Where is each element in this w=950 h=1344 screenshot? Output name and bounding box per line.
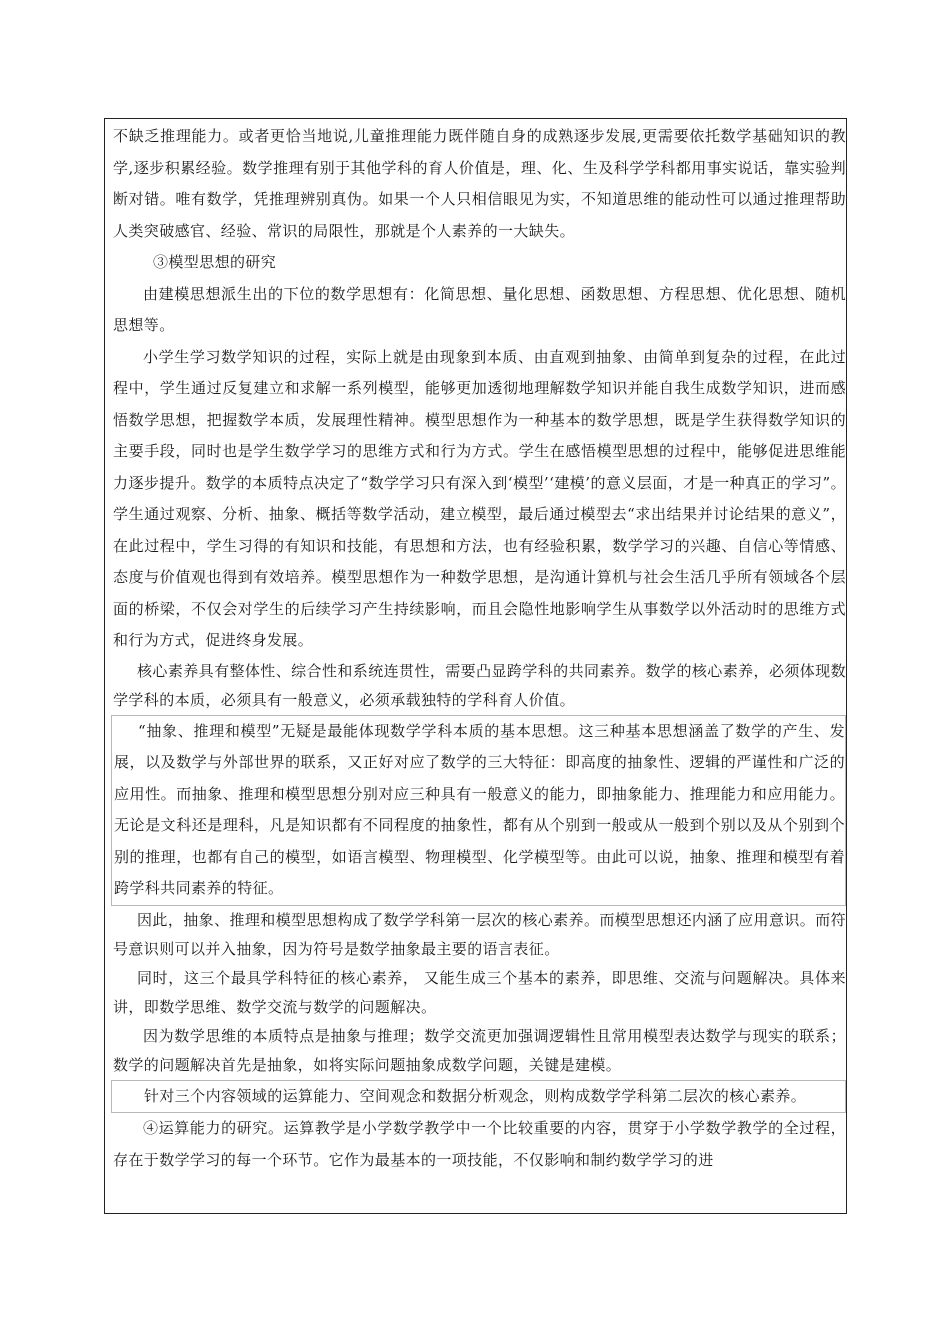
document-frame [104,118,847,1214]
paragraph-abstraction-reasoning-model: “抽象、推理和模型”无疑是最能体现数学学科本质的基本思想。这三种基本思想涵盖了数学的产生、发展，以及数学与外部世界的联系，又正好对应了数学的三大特征：即高度的抽象性、逻辑的严谨性和广泛的应用性。而抽象、推理和模型思想分别对应三种具有一般意义的能力，即抽象能力、推理能力和应用能力。无论是文科还是理科，凡是知识都有不同程度的抽象性，都有从个别到一般或从一般到个别以及从个别到个别的推理，也都有自己的模型，如语言模型、物理模型、化学模型等。由此可以说，抽象、推理和模型有着跨学科共同素养的特征。 [114,721,845,897]
paragraph-operation-ability: ④运算能力的研究。运算教学是小学数学教学中一个比较重要的内容，贯穿于小学数学教学的全过程，存在于数学学习的每一个环节。它作为最基本的一项技能，不仅影响和制约数学学习的进 [113,1119,846,1169]
paragraph-model-derived-ideas: 由建模思想派生出的下位的数学思想有：化简思想、量化思想、函数思想、方程思想、优化思想、随机思想等。 [113,284,846,334]
document-body [113,121,846,1176]
paragraph-three-basic-literacies: 同时，这三个最具学科特征的核心素养， 又能生成三个基本的素养，即思维、交流与问题解决。具体来讲，即数学思维、数学交流与数学的问题解决。 [113,968,846,1016]
section-heading-model-thinking: ③模型思想的研究 [153,253,277,271]
paragraph-core-literacy: 核心素养具有整体性、综合性和系统连贯性，需要凸显跨学科的共同素养。数学的核心素养，必须体现数学学科的本质，必须具有一般意义，必须承载独特的学科育人价值。 [113,661,846,709]
paragraph-thinking-essence: 因为数学思维的本质特点是抽象与推理；数学交流更加强调逻辑性且常用模型表达数学与现实的联系；数学的问题解决首先是抽象，如将实际问题抽象成数学问题，关键是建模。 [113,1026,846,1074]
paragraph-model-learning-process: 小学生学习数学知识的过程，实际上就是由现象到本质、由直观到抽象、由简单到复杂的过程，在此过程中，学生通过反复建立和求解一系列模型，能够更加透彻地理解数学知识并能自我生成数学知识，进而感悟数学思想，把握数学本质，发展理性精神。模型思想作为一种基本的数学思想，既是学生获得数学知识的主要手段，同时也是学生数学学习的思维方式和行为方式。学生在感悟模型思想的过程中，能够促进思维能力逐步提升。数学的本质特点决定了“数学学习只有深入到‘模型’‘建模’的意义层面，才是一种真正的学习”。学生通过观察、分析、抽象、概括等数学活动，建立模型，最后通过模型去“求出结果并讨论结果的意义”，在此过程中，学生习得的有知识和技能，有思想和方法，也有经验积累，数学学习的兴趣、自信心等情感、态度与价值观也得到有效培养。模型思想作为一种数学思想，是沟通计算机与社会生活几乎所有领域各个层面的桥梁，不仅会对学生的后续学习产生持续影响，而且会隐性地影响学生从事数学以外活动时的思维方式和行为方式，促进终身发展。 [113,347,846,649]
paragraph-first-level-literacy: 因此，抽象、推理和模型思想构成了数学学科第一层次的核心素养。而模型思想还内涵了应用意识。而符号意识则可以并入抽象，因为符号是数学抽象最主要的语言表征。 [113,910,846,958]
paragraph-second-level-literacy: 针对三个内容领域的运算能力、空间观念和数据分析观念，则构成数学学科第二层次的核心素养。 [144,1086,807,1105]
highlight-box-second-level [111,1080,846,1114]
paragraph-reasoning-conclusion: 不缺乏推理能力。或者更恰当地说,儿童推理能力既伴随自身的成熟逐步发展,更需要依托数学基础知识的教学,逐步积累经验。数学推理有别于其他学科的育人价值是，理、化、生及科学学科都用事实说话，靠实验判断对错。唯有数学，凭推理辨别真伪。如果一个人只相信眼见为实，不知道思维的能动性可以通过推理帮助人类突破感官、经验、常识的局限性，那就是个人素养的一大缺失。 [113,127,846,240]
highlight-box-abstraction [111,715,846,906]
